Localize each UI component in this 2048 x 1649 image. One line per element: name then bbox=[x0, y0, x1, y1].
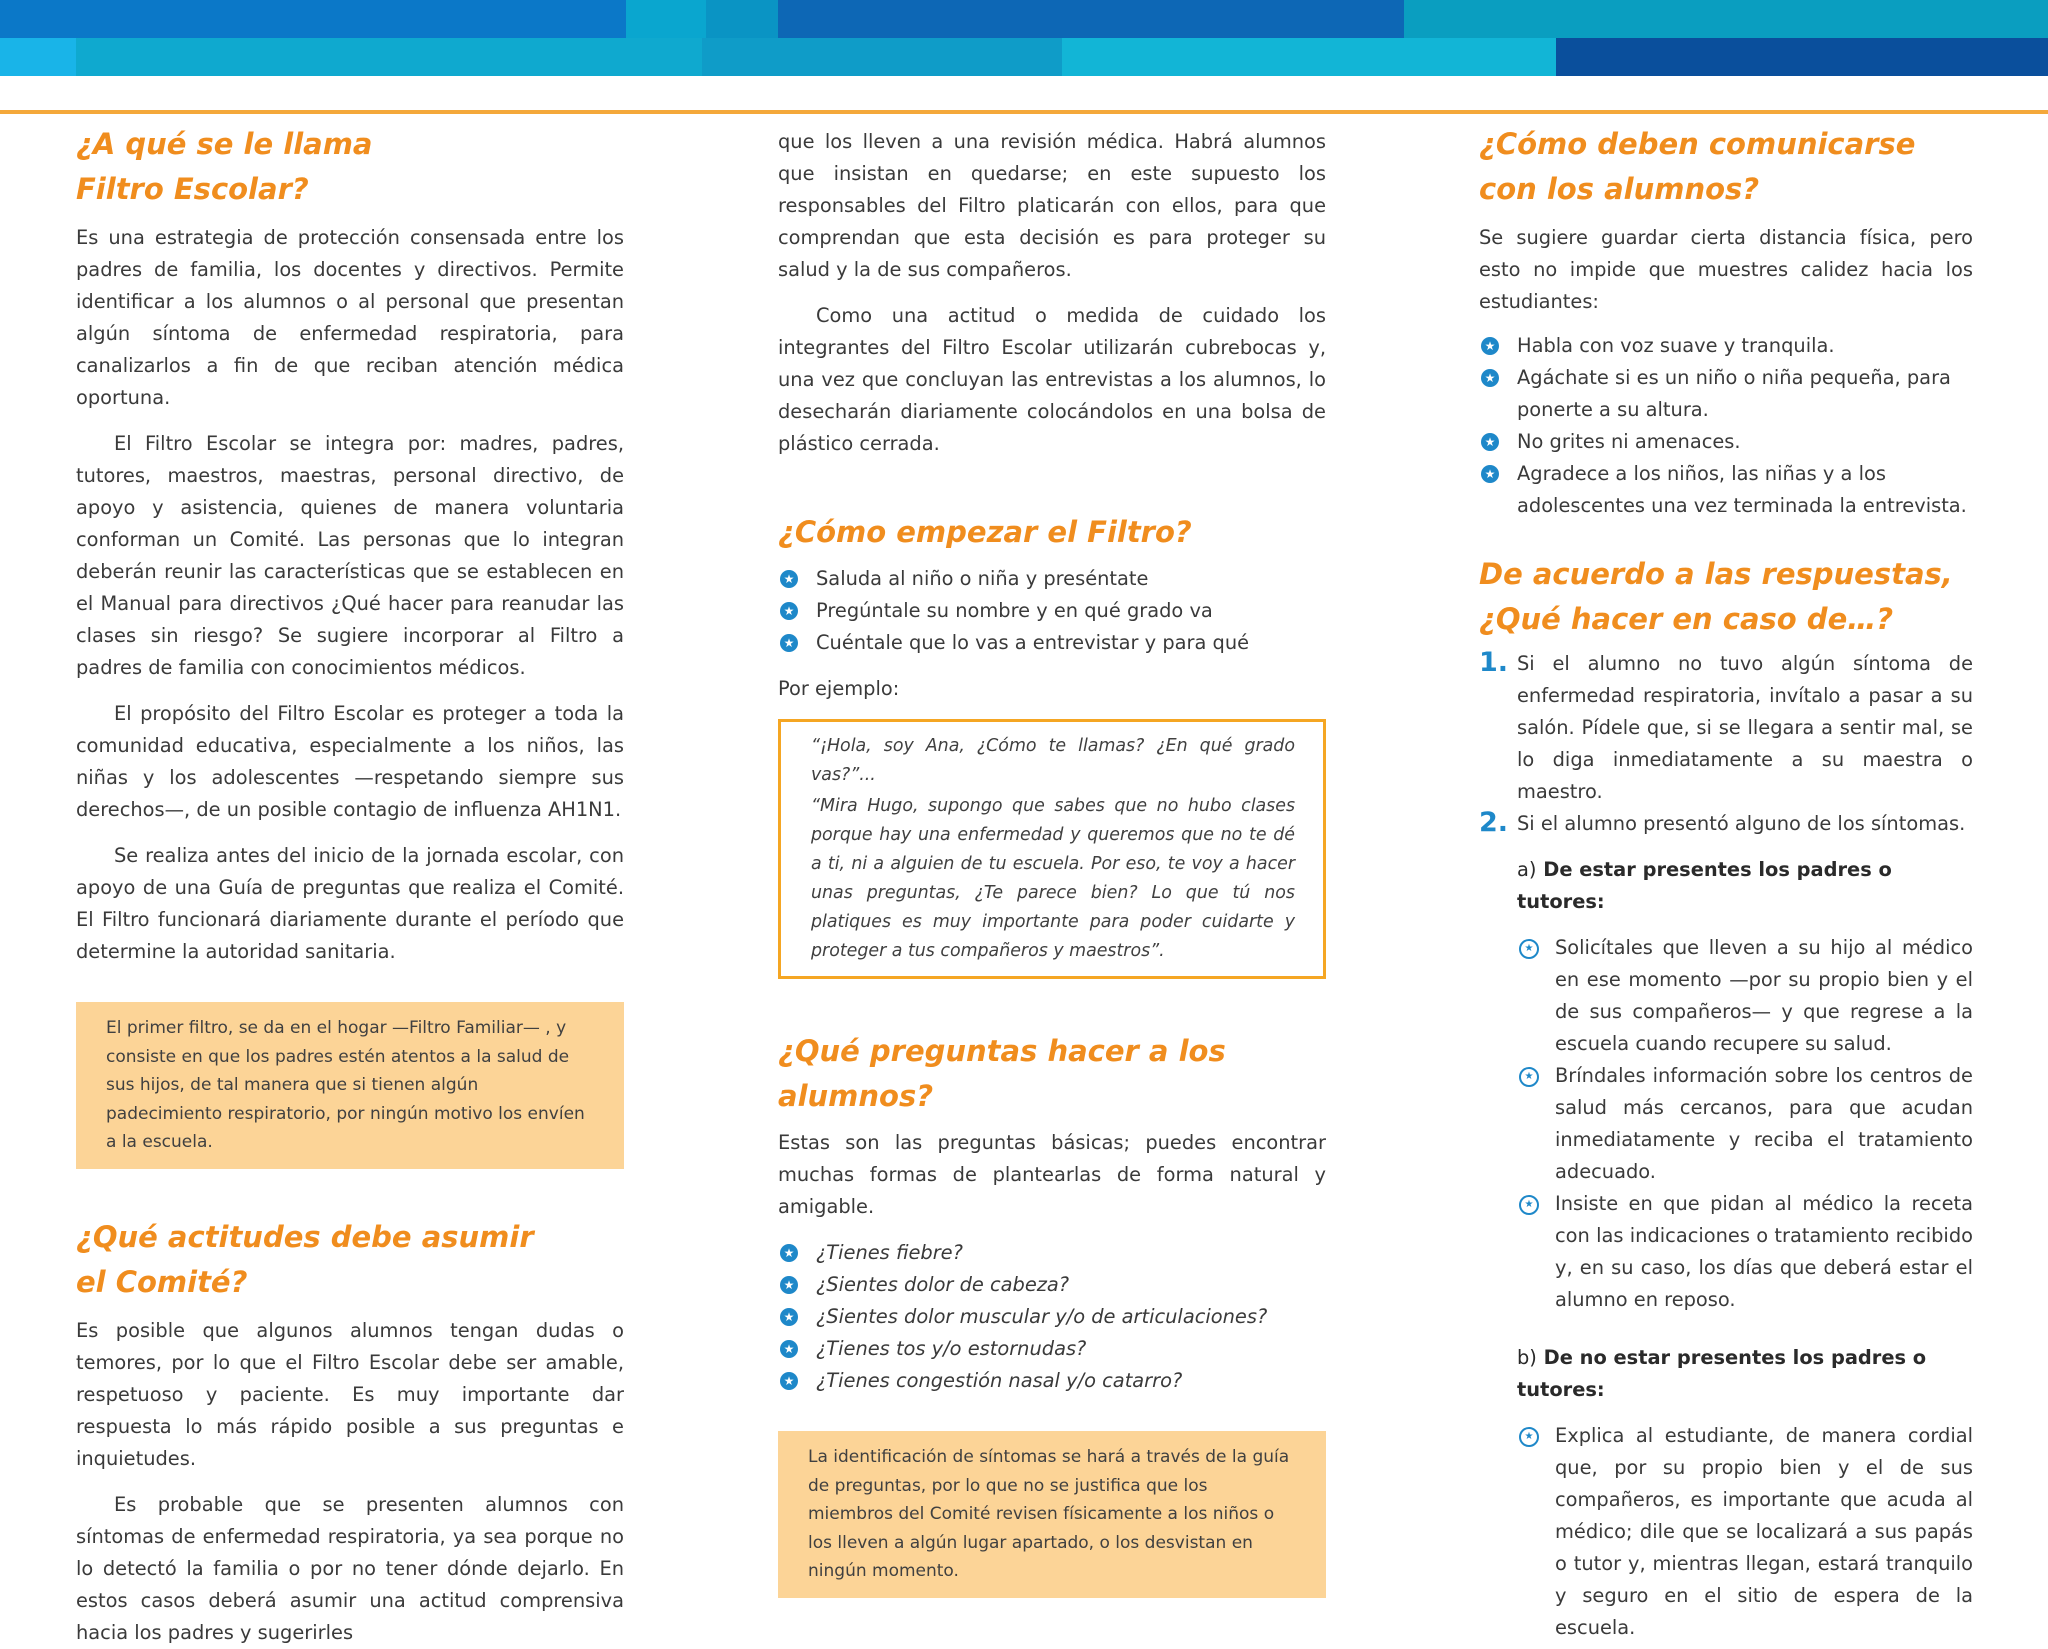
star-icon: ★ bbox=[780, 570, 798, 588]
subheading-letter: a) bbox=[1517, 858, 1537, 881]
column-2 bbox=[778, 126, 1326, 1598]
heading-actitudes bbox=[76, 1215, 624, 1305]
list-item bbox=[1517, 932, 1973, 1060]
subheading-a bbox=[1479, 854, 1973, 918]
star-icon: ★ bbox=[780, 1244, 798, 1262]
steps-list bbox=[778, 563, 1326, 659]
list-item bbox=[1479, 426, 1973, 458]
list-item-text: ¿Tienes congestión nasal y/o catarro? bbox=[816, 1369, 1183, 1392]
heading-line: ¿Qué actitudes debe asumir bbox=[76, 1219, 534, 1254]
star-icon: ★ bbox=[780, 602, 798, 620]
list-item-text: Pregúntale su nombre y en qué grado va bbox=[816, 599, 1213, 622]
heading-empezar: ¿Cómo empezar el Filtro? bbox=[778, 515, 1192, 549]
band-block bbox=[626, 0, 706, 38]
list-item-text: Bríndales información sobre los centros de salud más cercanos, para que acudan inmediatamente y reciba el tratamiento adecuado. bbox=[1555, 1064, 1973, 1183]
star-icon: ★ bbox=[780, 1372, 798, 1390]
list-item-text: ¿Tienes tos y/o estornudas? bbox=[816, 1337, 1087, 1360]
heading-line: con los alumnos? bbox=[1479, 172, 1760, 206]
subheading-text: De no estar presentes los padres o tutores: bbox=[1517, 1346, 1927, 1401]
paragraph: El Filtro Escolar se integra por: madres, padres, tutores, maestros, maestras, personal directivo, de apoyo y asistencia, quienes de manera voluntaria conforman un Comité. Las personas que lo integran deberán reunir las características que se establecen en el Manual para directivos ¿Qué hacer para reanudar las clases sin riesgo? Se sugiere incorporar al Filtro a padres de familia con conocimientos médicos. bbox=[76, 432, 624, 679]
column-1 bbox=[76, 122, 624, 1649]
star-outline-icon: ★ bbox=[1519, 1195, 1539, 1215]
list-item bbox=[1517, 1420, 1973, 1644]
cases-list bbox=[1479, 648, 1973, 840]
heading-line: ¿Qué hacer en caso de…? bbox=[1479, 602, 1894, 636]
list-item-text: No grites ni amenaces. bbox=[1517, 430, 1741, 453]
heading-preguntas: ¿Qué preguntas hacer a los alumnos? bbox=[778, 1034, 1226, 1113]
list-item-text: Insiste en que pidan al médico la receta con las indicaciones o tratamiento recibido y, en su caso, los días que deberá estar el alumno en reposo. bbox=[1555, 1192, 1973, 1311]
band-block bbox=[1556, 38, 2048, 76]
heading-line: Filtro Escolar? bbox=[76, 172, 309, 206]
list-item bbox=[778, 1333, 1326, 1365]
list-number: 1. bbox=[1479, 647, 1509, 678]
list-item-text: Saluda al niño o niña y preséntate bbox=[816, 567, 1149, 590]
list-item bbox=[1479, 648, 1973, 808]
list-item bbox=[778, 1301, 1326, 1333]
paragraph: El propósito del Filtro Escolar es proteger a toda la comunidad educativa, especialmente a los niños, las niñas y los adolescentes —respetando siempre sus derechos—, de un posible contagio de influenza AH1N1. bbox=[76, 702, 624, 821]
list-item bbox=[778, 1237, 1326, 1269]
band-block bbox=[1404, 0, 2048, 38]
heading-filtro-escolar bbox=[76, 122, 624, 212]
list-item-text: Habla con voz suave y tranquila. bbox=[1517, 334, 1835, 357]
heading-line: ¿Cómo deben comunicarse bbox=[1479, 127, 1916, 161]
paragraph: Como una actitud o medida de cuidado los integrantes del Filtro Escolar utilizarán cubrebocas y, una vez que concluyan las entrevistas a los alumnos, lo desecharán diariamente colocándolos en una bolsa de plástico cerrada. bbox=[778, 304, 1326, 455]
list-item-text: ¿Sientes dolor muscular y/o de articulaciones? bbox=[816, 1305, 1268, 1328]
list-item bbox=[778, 563, 1326, 595]
paragraph: que los lleven a una revisión médica. Habrá alumnos que insistan en quedarse; en este supuesto los responsables del Filtro platicarán con ellos, para que comprendan que esta decisión es para proteger su salud y la de sus compañeros. bbox=[778, 130, 1326, 281]
band-block bbox=[0, 38, 76, 76]
paragraph: Se realiza antes del inicio de la jornada escolar, con apoyo de una Guía de preguntas que realiza el Comité. El Filtro funcionará diariamente durante el período que determine la autoridad sanitaria. bbox=[76, 844, 624, 963]
subheading-b bbox=[1479, 1342, 1973, 1406]
paragraph: Se sugiere guardar cierta distancia física, pero esto no impide que muestres calidez hacia los estudiantes: bbox=[1479, 226, 1973, 313]
tips-list bbox=[1479, 330, 1973, 522]
paragraph: Es una estrategia de protección consensada entre los padres de familia, los docentes y directivos. Permite identificar a los alumnos o al personal que presentan algún síntoma de enfermedad respiratoria, para canalizarlos a fin de que reciban atención médica oportuna. bbox=[76, 226, 624, 409]
list-item-text: Si el alumno presentó alguno de los síntomas. bbox=[1517, 812, 1966, 835]
list-item bbox=[778, 1269, 1326, 1301]
list-item-text: Agradece a los niños, las niñas y a los adolescentes una vez terminada la entrevista. bbox=[1517, 462, 1967, 517]
star-outline-icon: ★ bbox=[1519, 1067, 1539, 1087]
band-block bbox=[76, 38, 702, 76]
example-label: Por ejemplo: bbox=[778, 677, 900, 700]
star-outline-icon: ★ bbox=[1519, 1427, 1539, 1447]
questions-list bbox=[778, 1237, 1326, 1397]
star-outline-icon: ★ bbox=[1519, 939, 1539, 959]
list-item bbox=[1479, 362, 1973, 426]
heading-comunicarse bbox=[1479, 122, 1973, 212]
star-icon: ★ bbox=[780, 1276, 798, 1294]
paragraph: Es posible que algunos alumnos tengan dudas o temores, por lo que el Filtro Escolar debe ser amable, respetuoso y paciente. Es muy importante dar respuesta lo más rápido posible a sus preguntas e inquietudes. bbox=[76, 1318, 624, 1470]
example-quote-box bbox=[778, 719, 1326, 979]
list-item-text: Si el alumno no tuvo algún síntoma de enfermedad respiratoria, invítalo a pasar a su salón. Pídele que, si se llegara a sentir mal, se lo diga inmediatamente a su maestra o maestro. bbox=[1517, 652, 1973, 803]
list-item bbox=[1517, 1060, 1973, 1188]
subheading-letter: b) bbox=[1517, 1346, 1537, 1369]
list-item-text: Cuéntale que lo vas a entrevistar y para qué bbox=[816, 631, 1250, 654]
header-rule bbox=[0, 110, 2048, 114]
heading-respuestas bbox=[1479, 552, 1973, 642]
star-icon: ★ bbox=[1481, 337, 1499, 355]
star-icon: ★ bbox=[780, 1340, 798, 1358]
band-block bbox=[778, 0, 1404, 38]
column-3 bbox=[1479, 122, 1973, 1644]
list-item bbox=[778, 595, 1326, 627]
heading-line: De acuerdo a las respuestas, bbox=[1479, 557, 1953, 591]
star-icon: ★ bbox=[1481, 433, 1499, 451]
heading-line: el Comité? bbox=[76, 1264, 248, 1299]
list-item bbox=[1479, 808, 1973, 840]
heading-line: ¿A qué se le llama bbox=[76, 127, 373, 161]
star-icon: ★ bbox=[1481, 465, 1499, 483]
list-number: 2. bbox=[1479, 807, 1509, 838]
quote-text: “¡Hola, soy Ana, ¿Cómo te llamas? ¿En qué grado vas?”... bbox=[811, 736, 1295, 785]
list-item-text: ¿Sientes dolor de cabeza? bbox=[816, 1273, 1070, 1296]
band-block bbox=[1062, 38, 1556, 76]
info-box: El primer filtro, se da en el hogar —Filtro Familiar— , y consiste en que los padres estén atentos a la salud de sus hijos, de tal manera que si tienen algún padecimiento respiratorio, por ningún motivo los envíen a la escuela. bbox=[76, 1002, 624, 1169]
paragraph: Estas son las preguntas básicas; puedes encontrar muchas formas de plantearlas de forma natural y amigable. bbox=[778, 1131, 1326, 1218]
list-item bbox=[778, 627, 1326, 659]
list-item bbox=[778, 1365, 1326, 1397]
band-block bbox=[0, 0, 626, 38]
band-block bbox=[706, 0, 778, 38]
band-block bbox=[702, 38, 1062, 76]
star-icon: ★ bbox=[780, 634, 798, 652]
list-item bbox=[1479, 458, 1973, 522]
star-icon: ★ bbox=[780, 1308, 798, 1326]
list-item bbox=[1517, 1188, 1973, 1316]
a-list bbox=[1479, 932, 1973, 1316]
b-list bbox=[1479, 1420, 1973, 1644]
list-item-text: Agáchate si es un niño o niña pequeña, para ponerte a su altura. bbox=[1517, 366, 1951, 421]
paragraph: Es probable que se presenten alumnos con síntomas de enfermedad respiratoria, ya sea porque no lo detectó la familia o por no tener dónde dejarlo. En estos casos deberá asumir una actitud comprensiva hacia los padres y sugerirles bbox=[76, 1492, 624, 1644]
info-box: La identificación de síntomas se hará a través de la guía de preguntas, por lo que no se justifica que los miembros del Comité revisen físicamente a los niños o los lleven a algún lugar apartado, o los desvistan en ningún momento. bbox=[778, 1431, 1326, 1598]
quote-text: “Mira Hugo, supongo que sabes que no hubo clases porque hay una enfermedad y queremos que no te dé a ti, ni a alguien de tu escuela. Por eso, te voy a hacer unas preguntas, ¿Te parece bien? Lo que tú nos platiques es muy importante para poder cuidarte y proteger a tus compañeros y maestros”. bbox=[811, 796, 1295, 961]
star-icon: ★ bbox=[1481, 369, 1499, 387]
list-item-text: ¿Tienes fiebre? bbox=[816, 1241, 963, 1264]
list-item bbox=[1479, 330, 1973, 362]
list-item-text: Explica al estudiante, de manera cordial que, por su propio bien y el de sus compañeros, es importante que acuda al médico; dile que se localizará a sus papás o tutor y, mientras llegan, estará tranquilo y seguro en el sitio de espera de la escuela. bbox=[1555, 1424, 1973, 1639]
subheading-text: De estar presentes los padres o tutores: bbox=[1517, 858, 1892, 913]
list-item-text: Solicítales que lleven a su hijo al médico en ese momento —por su propio bien y el de sus compañeros— y que regrese a la escuela cuando recupere su salud. bbox=[1555, 936, 1973, 1055]
